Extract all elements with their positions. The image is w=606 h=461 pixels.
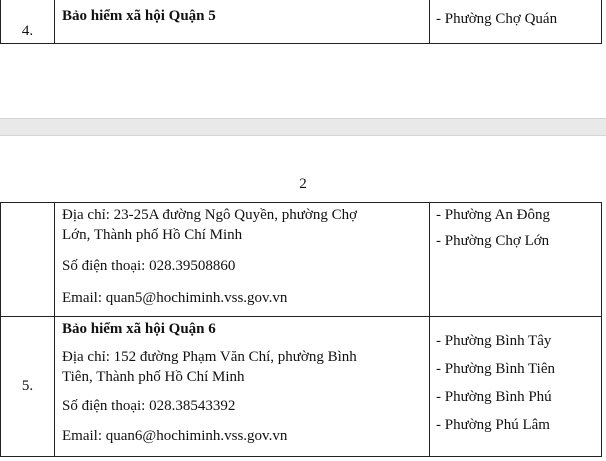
office-address-line-2: Tiên, Thành phố Hồ Chí Minh bbox=[62, 369, 245, 385]
offices-table-page-1 bbox=[0, 0, 602, 44]
office-address-line-2: Lớn, Thành phố Hồ Chí Minh bbox=[62, 227, 243, 243]
ward-item: - Phường An Đông bbox=[436, 207, 550, 223]
row-number-cell bbox=[1, 203, 55, 317]
table-row bbox=[1, 0, 602, 44]
office-address-line-1: Địa chỉ: 152 đường Phạm Văn Chí, phường Bình bbox=[62, 349, 357, 365]
ward-cell bbox=[430, 203, 602, 317]
office-title: Bảo hiểm xã hội Quận 5 bbox=[62, 8, 216, 24]
row-number-cell bbox=[1, 0, 55, 44]
page-number: 2 bbox=[299, 176, 307, 192]
office-cell bbox=[55, 317, 430, 457]
ward-cell bbox=[430, 317, 602, 457]
table-row bbox=[1, 317, 602, 457]
ward-item: - Phường Bình Tiên bbox=[436, 361, 556, 377]
office-cell bbox=[55, 203, 430, 317]
ward-item: - Phường Bình Tây bbox=[436, 333, 552, 349]
ward-item: - Phường Phú Lâm bbox=[436, 417, 550, 433]
page-1-bottom bbox=[0, 0, 606, 118]
office-email: Email: quan6@hochiminh.vss.gov.vn bbox=[62, 428, 288, 444]
row-number-cell bbox=[1, 317, 55, 457]
office-title: Bảo hiểm xã hội Quận 6 bbox=[62, 321, 216, 337]
row-number: 4. bbox=[21, 23, 34, 39]
ward-item: - Phường Bình Phú bbox=[436, 389, 552, 405]
ward-item: - Phường Chợ Lớn bbox=[436, 233, 550, 249]
office-cell bbox=[55, 0, 430, 44]
offices-table-page-2 bbox=[0, 202, 602, 457]
office-phone: Số điện thoại: 028.39508860 bbox=[62, 258, 236, 274]
page-separator bbox=[0, 118, 606, 136]
ward-item: - Phường Chợ Quán bbox=[436, 11, 558, 27]
office-phone: Số điện thoại: 028.38543392 bbox=[62, 398, 236, 414]
ward-cell bbox=[430, 0, 602, 44]
office-address-line-1: Địa chỉ: 23-25A đường Ngô Quyền, phường Chợ bbox=[62, 207, 358, 223]
row-number: 5. bbox=[21, 378, 34, 394]
table-row bbox=[1, 203, 602, 317]
office-email: Email: quan5@hochiminh.vss.gov.vn bbox=[62, 290, 288, 306]
